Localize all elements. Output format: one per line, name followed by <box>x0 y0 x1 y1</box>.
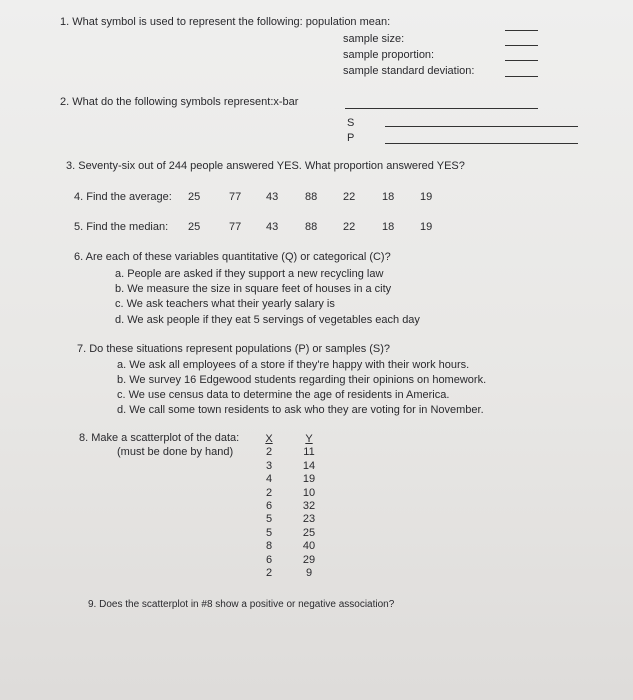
q4-value: 22 <box>343 191 356 203</box>
table-cell: 5 <box>265 513 273 526</box>
table-cell: 3 <box>265 459 273 472</box>
q8-x-column <box>262 433 276 580</box>
q7-item-c: c. We use census data to determine the age of residents in America. <box>117 389 450 401</box>
q1-item-sample-sd: sample standard deviation: <box>343 65 475 77</box>
q1-answer-line-4[interactable] <box>505 76 538 77</box>
q5-value: 88 <box>305 221 318 233</box>
q1-item-sample-size: sample size: <box>343 33 405 45</box>
q4-label: 4. Find the average: <box>74 191 172 203</box>
q6-item-c: c. We ask teachers what their yearly salary is <box>115 298 335 310</box>
q1-item-sample-proportion: sample proportion: <box>343 49 435 61</box>
q2-question: 2. What do the following symbols represent:x-bar <box>60 96 299 108</box>
q5-label: 5. Find the median: <box>74 221 169 233</box>
table-cell: 6 <box>265 499 273 512</box>
q3-question: 3. Seventy-six out of 244 people answered YES. What proportion answered YES? <box>66 160 465 172</box>
q1-answer-line-2[interactable] <box>505 45 538 46</box>
q2-symbol-p: P <box>347 132 355 144</box>
q6-question: 6. Are each of these variables quantitative (Q) or categorical (C)? <box>74 251 391 263</box>
table-cell: 32 <box>302 499 316 512</box>
q7-item-d: d. We call some town residents to ask who they are voting for in November. <box>117 404 484 416</box>
q7-item-a: a. We ask all employees of a store if they're happy with their work hours. <box>117 359 470 371</box>
table-cell: 2 <box>265 566 273 579</box>
q1-answer-line-3[interactable] <box>505 60 538 61</box>
q5-value: 43 <box>266 221 279 233</box>
table-cell: 10 <box>302 486 316 499</box>
q4-value: 18 <box>382 191 395 203</box>
q5-value: 19 <box>420 221 433 233</box>
q6-item-d: d. We ask people if they eat 5 servings of vegetables each day <box>115 314 420 326</box>
table-cell: 23 <box>302 513 316 526</box>
table-cell: 29 <box>302 553 316 566</box>
q8-x-header: X <box>265 433 273 445</box>
q8-y-column <box>298 433 320 580</box>
table-cell: 2 <box>265 486 273 499</box>
q5-value: 77 <box>229 221 242 233</box>
table-cell: 19 <box>302 473 316 486</box>
table-cell: 40 <box>302 540 316 553</box>
q4-value: 88 <box>305 191 318 203</box>
q6-item-a: a. People are asked if they support a new recycling law <box>115 268 384 280</box>
table-cell: 9 <box>305 566 313 579</box>
q4-value: 77 <box>229 191 242 203</box>
q8-y-header: Y <box>305 433 313 445</box>
q1-question: 1. What symbol is used to represent the following: population mean: <box>60 16 391 28</box>
q6-item-b: b. We measure the size in square feet of houses in a city <box>115 283 392 295</box>
table-cell: 5 <box>265 526 273 539</box>
q4-value: 43 <box>266 191 279 203</box>
q8-question: 8. Make a scatterplot of the data: <box>79 432 240 444</box>
q5-value: 22 <box>343 221 356 233</box>
q2-answer-line-s[interactable] <box>385 126 578 127</box>
table-cell: 4 <box>265 473 273 486</box>
q5-value: 18 <box>382 221 395 233</box>
q2-answer-line-xbar[interactable] <box>345 108 538 109</box>
table-cell: 11 <box>303 446 315 459</box>
table-cell: 14 <box>302 459 316 472</box>
q9-question: 9. Does the scatterplot in #8 show a positive or negative association? <box>88 599 395 610</box>
table-cell: 2 <box>265 446 273 459</box>
q7-item-b: b. We survey 16 Edgewood students regarding their opinions on homework. <box>117 374 487 386</box>
table-cell: 25 <box>302 526 316 539</box>
q1-answer-line-1[interactable] <box>505 30 538 31</box>
q5-value: 25 <box>188 221 201 233</box>
q8-note: (must be done by hand) <box>117 446 234 458</box>
q4-value: 19 <box>420 191 433 203</box>
table-cell: 8 <box>265 540 273 553</box>
q7-question: 7. Do these situations represent populations (P) or samples (S)? <box>77 343 391 355</box>
q2-symbol-s: S <box>347 117 355 129</box>
q2-answer-line-p[interactable] <box>385 143 578 144</box>
q4-value: 25 <box>188 191 201 203</box>
table-cell: 6 <box>265 553 273 566</box>
